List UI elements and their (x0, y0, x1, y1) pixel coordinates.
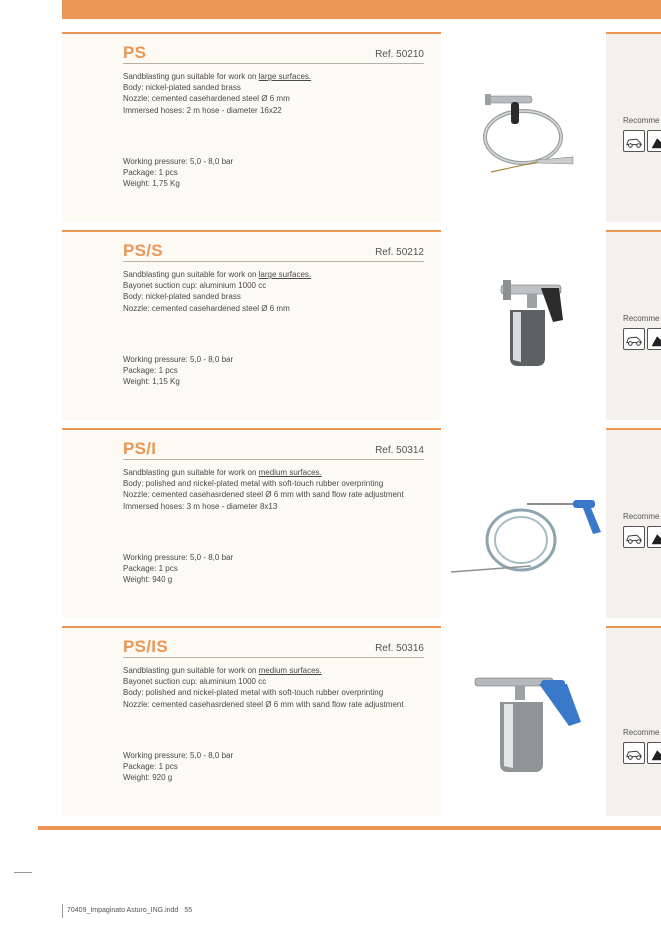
spec-weight: Weight: 1,75 Kg (123, 179, 180, 189)
recommended-label: Recomme (623, 728, 660, 737)
desc-line: Body: nickel-plated sanded brass (123, 83, 241, 93)
product-ref: Ref. 50210 (375, 49, 424, 60)
desc-prefix: Sandblasting gun suitable for work on (123, 72, 259, 81)
spec-pressure: Working pressure: 5,0 - 8,0 bar (123, 157, 234, 166)
title-divider (123, 261, 424, 262)
car-icon (623, 526, 645, 548)
desc-line: Nozzle: cemented casehardened steel Ø 6 mm (123, 303, 290, 313)
product-specs (123, 354, 233, 388)
product-title: PS (123, 43, 147, 62)
recommended-label: Recomme (623, 314, 660, 323)
spec-weight: Weight: 940 g (123, 575, 173, 585)
desc-prefix: Sandblasting gun suitable for work on (123, 270, 259, 279)
spec-pressure: Working pressure: 5,0 - 8,0 bar (123, 751, 234, 760)
footer (67, 907, 192, 914)
desc-line: Bayonet suction cup: aluminium 1000 cc (123, 677, 267, 687)
spec-weight: Weight: 1,15 Kg (123, 377, 180, 387)
spec-pressure: Working pressure: 5,0 - 8,0 bar (123, 355, 234, 364)
spray-icon (647, 742, 661, 764)
spec-package: Package: 1 pcs (123, 564, 178, 574)
spec-package: Package: 1 pcs (123, 366, 178, 376)
title-divider (123, 63, 424, 64)
product-card-ps (62, 32, 441, 222)
desc-line: Body: polished and nickel-plated metal with soft-touch rubber overprinting (123, 479, 384, 489)
product-photo-ps-i (441, 428, 606, 618)
product-specs (123, 156, 233, 190)
product-ref: Ref. 50314 (375, 445, 424, 456)
surface-link: medium surfaces. (258, 666, 322, 675)
desc-line: Immersed hoses: 2 m hose - diameter 16x22 (123, 105, 282, 115)
car-icon (623, 328, 645, 350)
car-icon (623, 742, 645, 764)
product-title: PS/S (123, 241, 163, 260)
desc-prefix: Sandblasting gun suitable for work on (123, 468, 259, 477)
desc-line: Immersed hoses: 3 m hose - diameter 8x13 (123, 501, 278, 511)
recommended-panel (606, 32, 661, 222)
surface-link: large surfaces. (258, 270, 312, 279)
product-specs (123, 552, 233, 586)
recommended-panel (606, 626, 661, 816)
footer-tick (62, 904, 63, 918)
desc-line: Nozzle: cemented casehardened steel Ø 6 mm (123, 94, 290, 104)
recommended-panel (606, 230, 661, 420)
product-card-ps-i (62, 428, 441, 618)
desc-line: Nozzle: cemented casehasrdened steel Ø 6 mm with sand flow rate adjustment (123, 490, 404, 500)
spray-icon (647, 130, 661, 152)
spec-package: Package: 1 pcs (123, 168, 178, 178)
desc-line: Body: nickel-plated sanded brass (123, 292, 241, 302)
desc-line: Body: polished and nickel-plated metal with soft-touch rubber overprinting (123, 688, 384, 698)
product-title: PS/I (123, 439, 157, 458)
recommended-panel (606, 428, 661, 618)
product-description (123, 467, 428, 512)
spec-package: Package: 1 pcs (123, 762, 178, 772)
product-ref: Ref. 50212 (375, 247, 424, 258)
car-icon (623, 130, 645, 152)
product-description (123, 665, 428, 710)
spray-icon (647, 526, 661, 548)
title-divider (123, 459, 424, 460)
product-ref: Ref. 50316 (375, 643, 424, 654)
spec-weight: Weight: 920 g (123, 773, 173, 783)
product-description (123, 269, 428, 314)
title-divider (123, 657, 424, 658)
desc-line: Nozzle: cemented casehasrdened steel Ø 6 mm with sand flow rate adjustment (123, 699, 404, 709)
product-photo-ps (441, 32, 606, 222)
product-specs (123, 750, 233, 784)
page-number: 55 (184, 907, 193, 914)
product-title: PS/IS (123, 637, 168, 656)
surface-link: medium surfaces. (258, 468, 322, 477)
bottom-accent-line (38, 826, 661, 830)
desc-prefix: Sandblasting gun suitable for work on (123, 666, 259, 675)
top-accent-bar (62, 0, 661, 19)
product-description (123, 71, 428, 116)
product-card-ps-s (62, 230, 441, 420)
recommended-label: Recomme (623, 512, 660, 521)
surface-link: large surfaces. (258, 72, 312, 81)
recommended-label: Recomme (623, 116, 660, 125)
crop-mark (14, 872, 32, 873)
product-photo-ps-s (441, 230, 606, 420)
footer-file: 70409_Impaginato Asturo_ING.indd (67, 907, 179, 914)
product-photo-ps-is (441, 626, 606, 816)
desc-line: Bayonet suction cup: aluminium 1000 cc (123, 281, 267, 291)
spray-icon (647, 328, 661, 350)
product-card-ps-is (62, 626, 441, 816)
spec-pressure: Working pressure: 5,0 - 8,0 bar (123, 553, 234, 562)
